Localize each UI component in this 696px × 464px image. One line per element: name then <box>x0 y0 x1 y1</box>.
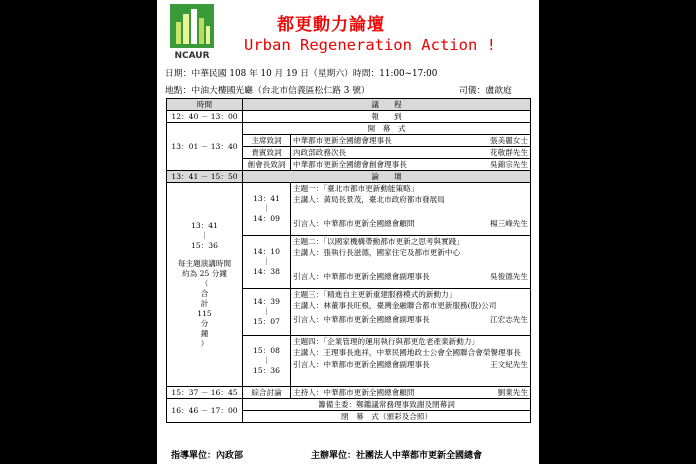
speech-role: 貴賓致詞 <box>243 147 291 159</box>
table-row <box>167 171 531 183</box>
date-line: 日期：中華民國 108 年 10 月 19 日（星期六）時間：11:00~17:00 <box>165 69 438 79</box>
guide-unit: 指導單位：內政部 <box>171 451 244 461</box>
row-time: 15：37 － 16：45 <box>167 387 243 399</box>
slot-time: 14：10 ｜ 14：38 <box>243 236 291 289</box>
header-agenda: 議 程 <box>243 99 531 111</box>
venue-line: 地點：中油大樓國光廳（台北市信義區松仁路 3 號） <box>165 86 370 96</box>
header-time: 時間 <box>167 99 243 111</box>
row-time: 12：40 － 13：00 <box>167 111 243 123</box>
row-text: 籌備主委：鄭鑑議常務理事致謝及閉幕詞 <box>243 399 531 411</box>
speech-desc: 中華都市更新全國總會理事長 張美麗女士 <box>291 135 531 147</box>
table-row <box>167 123 531 135</box>
svg-text:NCAUR: NCAUR <box>174 51 210 60</box>
row-text: 閉 幕 式（頒彩及合照） <box>243 411 531 423</box>
slot-time: 13：41 ｜ 14：09 <box>243 183 291 236</box>
agenda-page <box>157 0 539 464</box>
row-text: 論 壇 <box>243 171 531 183</box>
host-line: 司儀：盧歆庭 <box>459 86 512 96</box>
slot-topic: 主題一：「臺北市都市更新動能策略」 主講人：黃局長景茂，臺北市政府都市發展局 引言人：中華都市更新全國總會顧問 楊三峰先生 <box>291 183 531 236</box>
speech-role: 主席致詞 <box>243 135 291 147</box>
title-english: Urban Regeneration Action ! <box>244 36 496 54</box>
table-header-row <box>167 99 531 111</box>
row-time: 13：01 － 13：40 <box>167 123 243 171</box>
slot-time: 15：08 ｜ 15：36 <box>243 336 291 387</box>
slot-topic: 主題二：「以國家機構帶動都市更新之思考與實踐」 主講人：張執行長滋德，國家住宅及都市更新中心 引言人：中華都市更新全國總會副理事長 吳俊德先生 <box>291 236 531 289</box>
speech-desc: 內政部政務次長 花敬群先生 <box>291 147 531 159</box>
row-role: 綜合討論 <box>243 387 291 399</box>
table-row <box>167 387 531 399</box>
title-chinese: 都更動力論壇 <box>277 15 385 35</box>
organizer-unit: 主辦單位：社團法人中華都市更新全國總會 <box>311 451 483 461</box>
row-text: 開 幕 式 <box>243 123 531 135</box>
table-row <box>167 183 531 236</box>
agenda-table <box>166 98 531 423</box>
forum-time-block: 13：41 ｜ 15：36 每主題演講時間 約為 25 分鐘 （ 合 計 115 分 鐘 ） <box>167 183 243 387</box>
table-row <box>167 399 531 411</box>
speech-desc: 中華都市更新全國總會創會理事長 吳錦宗先生 <box>291 159 531 171</box>
row-time: 13：41 － 15：50 <box>167 171 243 183</box>
table-row <box>167 111 531 123</box>
row-desc: 主持人：中華都市更新全國總會顧問 劉業先生 <box>291 387 531 399</box>
slot-topic: 主題四：「企業管理的運用執行與都更危老產業新動力」 主講人：王理事長進祥，中華民國地政士公會全國聯合會榮譽理事長 引言人：中華都市更新全國總會副理事長 王文紀先生 <box>291 336 531 387</box>
slot-time: 14：39 ｜ 15：07 <box>243 289 291 336</box>
row-time: 16：46 － 17：00 <box>167 399 243 423</box>
speech-role: 創會長致詞 <box>243 159 291 171</box>
ncaur-logo <box>170 4 214 60</box>
row-text: 報 到 <box>243 111 531 123</box>
slot-topic: 主題三：「精進自主更新重建服務模式的新動力」 主講人：林董事長旺根，臺灣金融聯合都市更新服務(股)公司 引言人：中華都市更新全國總會副理事長 江宏志先生 <box>291 289 531 336</box>
